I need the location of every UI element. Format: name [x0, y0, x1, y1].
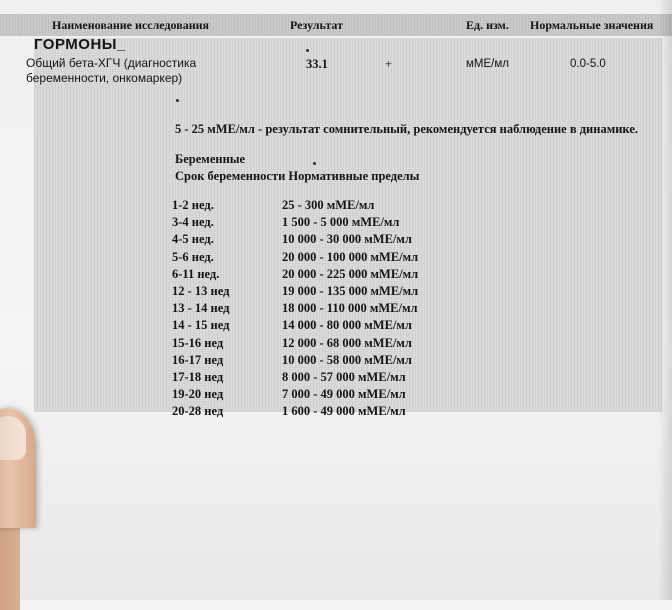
reference-range: 20 000 - 225 000 мМЕ/мл: [282, 266, 419, 281]
reference-range: 18 000 - 110 000 мМЕ/мл: [282, 301, 418, 316]
doubtful-result-note: 5 - 25 мМЕ/мл - результат сомнительный, рекомендуется наблюдение в динамике.: [175, 122, 638, 136]
speck: [176, 99, 179, 102]
gestation-week: 13 - 14 нед: [172, 301, 230, 316]
gestation-week: 4-5 нед.: [172, 232, 214, 247]
reference-range: 20 000 - 100 000 мМЕ/мл: [282, 249, 419, 264]
reference-range: 10 000 - 58 000 мМЕ/мл: [282, 352, 412, 367]
speck: [306, 49, 309, 52]
reference-range: 19 000 - 135 000 мМЕ/мл: [282, 283, 419, 298]
gestation-week: 12 - 13 нед: [172, 283, 230, 298]
gestation-week: 1-2 нед.: [172, 198, 214, 212]
reference-range: 1 600 - 49 000 мМЕ/мл: [282, 404, 406, 419]
gestation-week: 6-11 нед.: [172, 266, 220, 281]
header-units: Ед. изм.: [466, 18, 509, 32]
reference-range: 1 500 - 5 000 мМЕ/мл: [282, 215, 400, 230]
gestation-week: 16-17 нед: [172, 352, 224, 367]
edge-shadow: [658, 0, 672, 600]
gestation-week: 20-28 нед: [172, 404, 224, 419]
gestation-week: 5-6 нед.: [172, 249, 214, 264]
reference-range: 10 000 - 30 000 мМЕ/мл: [282, 232, 412, 247]
gestation-week: 19-20 нед: [172, 387, 224, 402]
reference-range: 7 000 - 49 000 мМЕ/мл: [282, 387, 406, 402]
gestation-week: 14 - 15 нед: [172, 318, 230, 333]
test-normal-range: 0.0-5.0: [570, 58, 606, 70]
speck: [313, 162, 316, 165]
thumbnail-nail: [0, 416, 26, 460]
reference-range: 14 000 - 80 000 мМЕ/мл: [282, 318, 412, 333]
header-test-name: Наименование исследования: [52, 18, 210, 32]
test-name: Общий бета-ХГЧ (диагностика беременности, онкомаркер): [26, 56, 197, 85]
reference-range: 8 000 - 57 000 мМЕ/мл: [282, 369, 406, 384]
gestation-week: 17-18 нед: [172, 369, 224, 384]
gestation-week: 15-16 нед: [172, 335, 224, 350]
gestation-week: 3-4 нед.: [172, 215, 214, 230]
pregnant-title: Беременные: [175, 152, 246, 166]
section-title: ГОРМОНЫ_: [34, 36, 126, 53]
header-normal-values: Нормальные значения: [530, 18, 654, 32]
test-units: мМЕ/мл: [466, 58, 509, 70]
reference-table-header: Срок беременности Нормативные пределы: [175, 169, 420, 183]
reference-range: 25 - 300 мМЕ/мл: [282, 198, 375, 212]
test-result: 33.1: [306, 57, 328, 71]
header-result: Результат: [290, 18, 344, 32]
reference-range: 12 000 - 68 000 мМЕ/мл: [282, 335, 412, 350]
test-flag: +: [385, 57, 393, 71]
